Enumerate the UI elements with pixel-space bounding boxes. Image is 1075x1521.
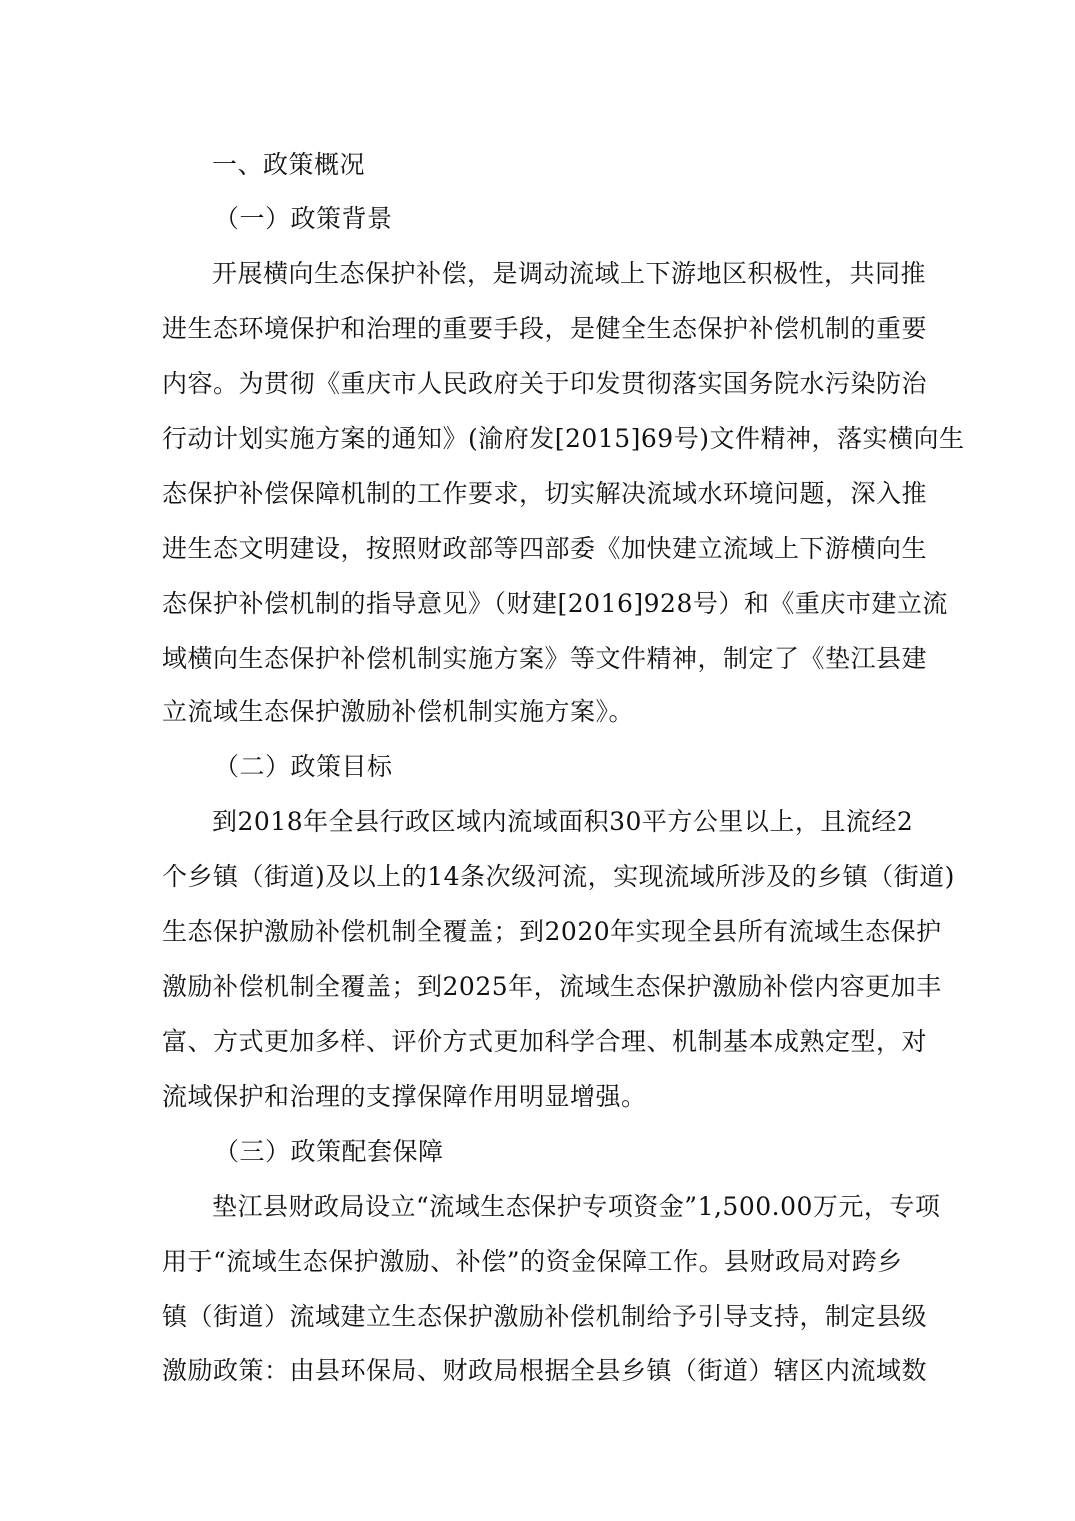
paragraph-line: 富、方式更加多样、评价方式更加科学合理、机制基本成熟定型，对 xyxy=(162,1027,928,1056)
section-title: 一、政策概况 xyxy=(212,150,366,179)
subsection-heading: （三）政策配套保障 xyxy=(214,1137,444,1166)
paragraph-line: 内容。为贯彻《重庆市人民政府关于印发贯彻落实国务院水污染防治 xyxy=(162,369,928,398)
paragraph-line: 镇（街道）流域建立生态保护激励补偿机制给予引导支持，制定县级 xyxy=(162,1302,928,1331)
paragraph-line: 立流域生态保护激励补偿机制实施方案》。 xyxy=(162,697,635,726)
paragraph-line: 进生态文明建设，按照财政部等四部委《加快建立流域上下游横向生 xyxy=(162,534,928,563)
paragraph-line: 进生态环境保护和治理的重要手段，是健全生态保护补偿机制的重要 xyxy=(162,314,928,343)
paragraph-line: 行动计划实施方案的通知》(渝府发[2015]69号)文件精神，落实横向生 xyxy=(162,424,965,453)
paragraph-line: 生态保护激励补偿机制全覆盖；到2020年实现全县所有流域生态保护 xyxy=(162,917,942,946)
paragraph-line: 态保护补偿机制的指导意见》（财建[2016]928号）和《重庆市建立流 xyxy=(162,589,948,618)
paragraph-line: 个乡镇（街道)及以上的14条次级河流，实现流域所涉及的乡镇（街道) xyxy=(162,862,955,891)
paragraph-line: 垫江县财政局设立“流域生态保护专项资金”1,500.00万元，专项 xyxy=(212,1192,941,1221)
paragraph-line: 激励补偿机制全覆盖；到2025年，流域生态保护激励补偿内容更加丰 xyxy=(162,972,942,1001)
paragraph-line: 到2018年全县行政区域内流域面积30平方公里以上，且流经2 xyxy=(212,807,914,836)
paragraph-line: 域横向生态保护补偿机制实施方案》等文件精神，制定了《垫江县建 xyxy=(162,644,928,673)
subsection-heading: （一）政策背景 xyxy=(214,204,393,233)
paragraph-line: 用于“流域生态保护激励、补偿”的资金保障工作。县财政局对跨乡 xyxy=(162,1247,903,1276)
paragraph-line: 激励政策：由县环保局、财政局根据全县乡镇（街道）辖区内流域数 xyxy=(162,1356,928,1385)
paragraph-line: 开展横向生态保护补偿，是调动流域上下游地区积极性，共同推 xyxy=(212,259,927,288)
paragraph-line: 流域保护和治理的支撑保障作用明显增强。 xyxy=(162,1082,647,1111)
paragraph-line: 态保护补偿保障机制的工作要求，切实解决流域水环境问题，深入推 xyxy=(162,479,928,508)
subsection-heading: （二）政策目标 xyxy=(214,752,393,781)
